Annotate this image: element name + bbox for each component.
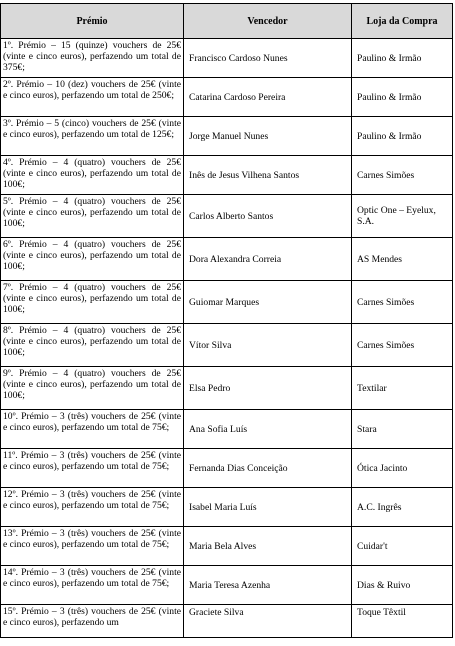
prize-cell: 15º. Prémio – 3 (três) vouchers de 25€ (vinte e cinco euros), perfazendo um bbox=[1, 605, 184, 638]
store-cell: Paulino & Irmão bbox=[352, 117, 453, 156]
winner-cell: Maria Teresa Azenha bbox=[184, 566, 352, 605]
winner-cell: Graciete Silva bbox=[184, 605, 352, 638]
store-cell: A.C. Ingrês bbox=[352, 488, 453, 527]
winner-cell: Vítor Silva bbox=[184, 324, 352, 367]
table-row bbox=[1, 449, 453, 488]
store-cell: Cuidar't bbox=[352, 527, 453, 566]
table-row bbox=[1, 566, 453, 605]
store-cell: Carnes Simões bbox=[352, 281, 453, 324]
table-row bbox=[1, 527, 453, 566]
prize-cell: 2º. Prémio – 10 (dez) vouchers de 25€ (vinte e cinco euros), perfazendo um total de 250€; bbox=[1, 78, 184, 117]
winner-cell: Isabel Maria Luís bbox=[184, 488, 352, 527]
table-row bbox=[1, 605, 453, 638]
prize-cell: 6º. Prémio – 4 (quatro) vouchers de 25€ (vinte e cinco euros), perfazendo um total de 100€; bbox=[1, 238, 184, 281]
table-row bbox=[1, 410, 453, 449]
store-cell: Paulino & Irmão bbox=[352, 39, 453, 78]
prize-cell: 11º. Prémio – 3 (três) vouchers de 25€ (vinte e cinco euros), perfazendo um total de 75€; bbox=[1, 449, 184, 488]
header-vencedor: Vencedor bbox=[184, 4, 352, 39]
winner-cell: Francisco Cardoso Nunes bbox=[184, 39, 352, 78]
winner-cell: Catarina Cardoso Pereira bbox=[184, 78, 352, 117]
prize-cell: 3º. Prémio – 5 (cinco) vouchers de 25€ (vinte e cinco euros), perfazendo um total de 125€; bbox=[1, 117, 184, 156]
winner-cell: Maria Bela Alves bbox=[184, 527, 352, 566]
store-cell: Toque Têxtil bbox=[352, 605, 453, 638]
table-row bbox=[1, 78, 453, 117]
table-body bbox=[1, 39, 453, 638]
table-row bbox=[1, 281, 453, 324]
store-cell: Carnes Simões bbox=[352, 324, 453, 367]
store-cell: Ótica Jacinto bbox=[352, 449, 453, 488]
store-cell: Optic One – Eyelux, S.A. bbox=[352, 195, 453, 238]
header-loja: Loja da Compra bbox=[352, 4, 453, 39]
table-header bbox=[1, 4, 453, 39]
winner-cell: Inês de Jesus Vilhena Santos bbox=[184, 156, 352, 195]
winner-cell: Elsa Pedro bbox=[184, 367, 352, 410]
store-cell: Dias & Ruivo bbox=[352, 566, 453, 605]
prize-cell: 13º. Prémio – 3 (três) vouchers de 25€ (vinte e cinco euros), perfazendo um total de 75€; bbox=[1, 527, 184, 566]
table-row bbox=[1, 488, 453, 527]
prize-cell: 1º. Prémio – 15 (quinze) vouchers de 25€ (vinte e cinco euros), perfazendo um total de 375€; bbox=[1, 39, 184, 78]
table-row bbox=[1, 324, 453, 367]
winner-cell: Jorge Manuel Nunes bbox=[184, 117, 352, 156]
store-cell: Textilar bbox=[352, 367, 453, 410]
table-row bbox=[1, 156, 453, 195]
winner-cell: Ana Sofia Luís bbox=[184, 410, 352, 449]
header-row bbox=[1, 4, 453, 39]
store-cell: Carnes Simões bbox=[352, 156, 453, 195]
prize-cell: 10º. Prémio – 3 (três) vouchers de 25€ (vinte e cinco euros), perfazendo um total de 75€; bbox=[1, 410, 184, 449]
prize-cell: 14º. Prémio – 3 (três) vouchers de 25€ (vinte e cinco euros), perfazendo um total de 75€; bbox=[1, 566, 184, 605]
store-cell: AS Mendes bbox=[352, 238, 453, 281]
prize-cell: 5º. Prémio – 4 (quatro) vouchers de 25€ (vinte e cinco euros), perfazendo um total de 100€; bbox=[1, 195, 184, 238]
table-row bbox=[1, 39, 453, 78]
winner-cell: Fernanda Dias Conceição bbox=[184, 449, 352, 488]
prize-cell: 7º. Prémio – 4 (quatro) vouchers de 25€ (vinte e cinco euros), perfazendo um total de 100€; bbox=[1, 281, 184, 324]
prize-cell: 4º. Prémio – 4 (quatro) vouchers de 25€ (vinte e cinco euros), perfazendo um total de 100€; bbox=[1, 156, 184, 195]
prize-cell: 8º. Prémio – 4 (quatro) vouchers de 25€ (vinte e cinco euros), perfazendo um total de 100€; bbox=[1, 324, 184, 367]
store-cell: Stara bbox=[352, 410, 453, 449]
table-row bbox=[1, 117, 453, 156]
table-row bbox=[1, 195, 453, 238]
header-premio: Prémio bbox=[1, 4, 184, 39]
prize-cell: 12º. Prémio – 3 (três) vouchers de 25€ (vinte e cinco euros), perfazendo um total de 75€; bbox=[1, 488, 184, 527]
table-row bbox=[1, 238, 453, 281]
winner-cell: Carlos Alberto Santos bbox=[184, 195, 352, 238]
prize-winners-table bbox=[0, 3, 453, 638]
winner-cell: Guiomar Marques bbox=[184, 281, 352, 324]
store-cell: Paulino & Irmão bbox=[352, 78, 453, 117]
table-row bbox=[1, 367, 453, 410]
prize-cell: 9º. Prémio – 4 (quatro) vouchers de 25€ (vinte e cinco euros), perfazendo um total de 100€; bbox=[1, 367, 184, 410]
winner-cell: Dora Alexandra Correia bbox=[184, 238, 352, 281]
